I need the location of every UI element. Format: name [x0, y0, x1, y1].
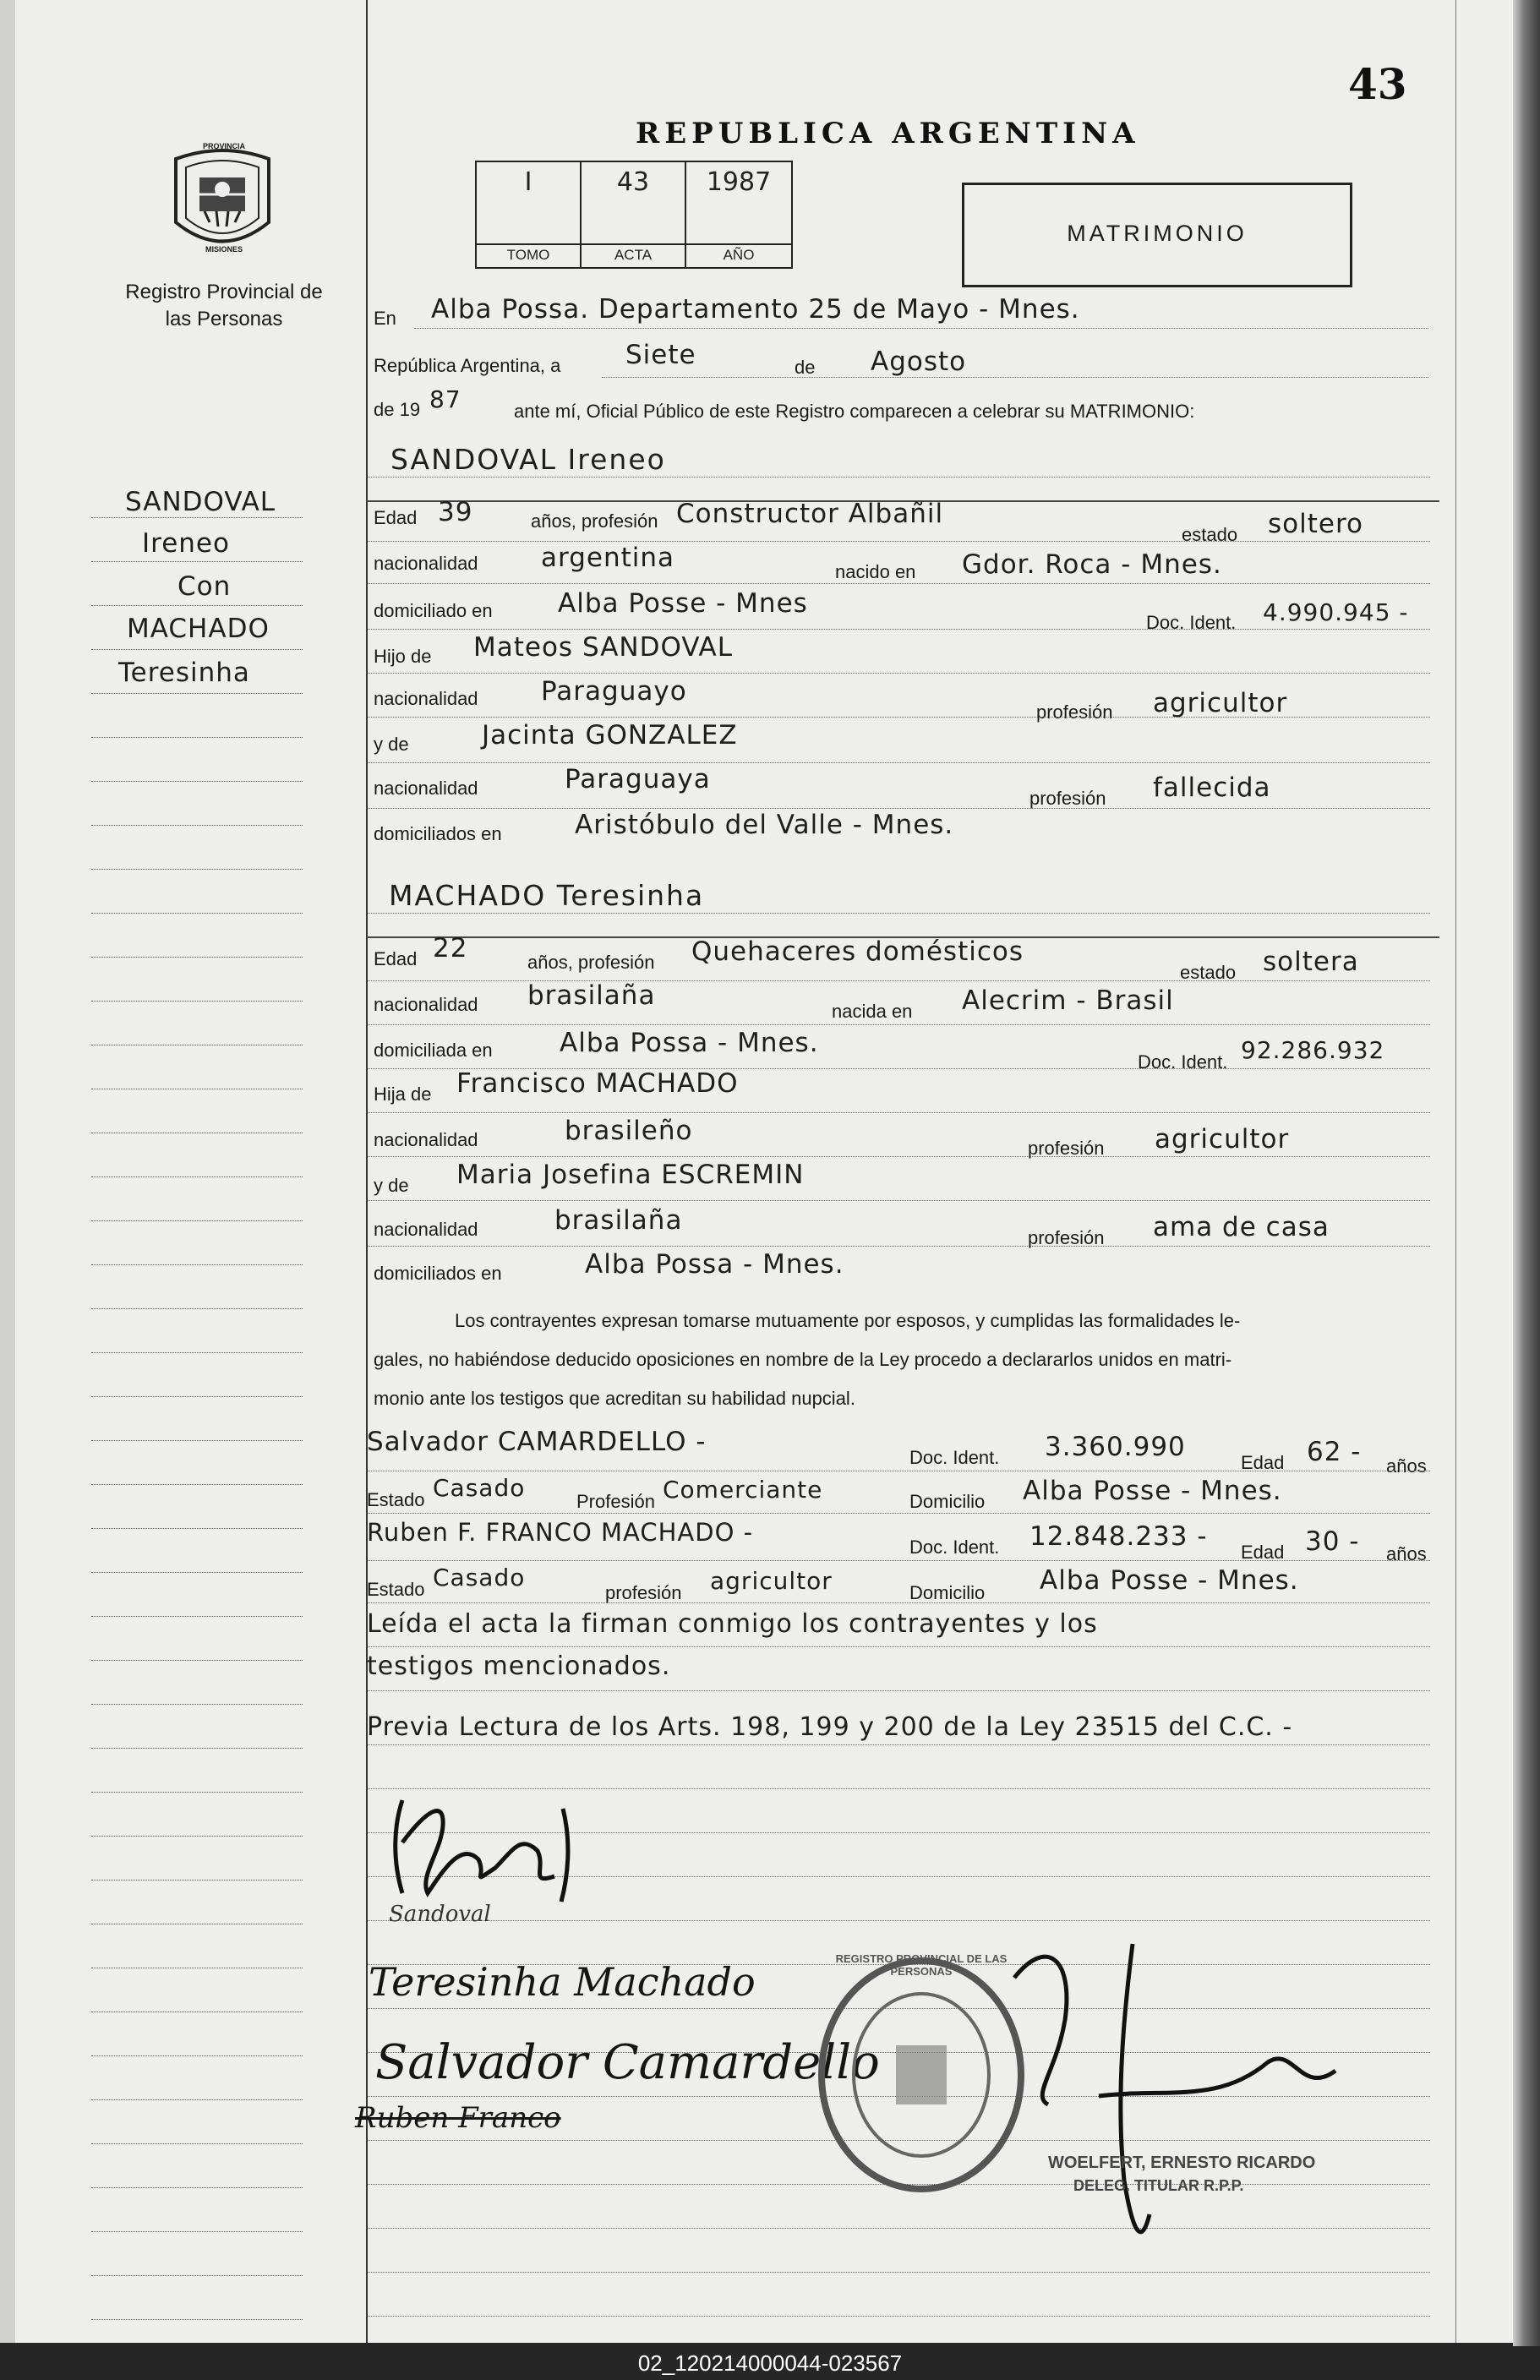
margin-rule — [91, 781, 303, 782]
bride-nac-label: nacionalidad — [374, 994, 478, 1015]
closing-line-2: testigos mencionados. — [367, 1651, 671, 1681]
margin-rule — [91, 2187, 303, 2188]
groom-nacido-label: nacido en — [835, 561, 916, 582]
place-value: Alba Possa. Departamento 25 de Mayo - Mnes. — [431, 294, 1080, 325]
witness-1-doc: 3.360.990 — [1045, 1432, 1186, 1462]
groom-doc-label: Doc. Ident. — [1146, 612, 1237, 633]
right-margin-line — [1455, 0, 1456, 2343]
groom-row5-rule — [368, 717, 1430, 718]
witness-2-profesion-label: profesión — [605, 1582, 682, 1603]
groom-doc: 4.990.945 - — [1263, 598, 1409, 626]
tomo-cell — [477, 162, 582, 267]
witness-1-edad-label: Edad — [1241, 1452, 1285, 1473]
margin-rule — [91, 869, 303, 870]
groom-padre-nacionalidad: Paraguayo — [541, 676, 687, 707]
groom-padre-nac-label: nacionalidad — [374, 688, 478, 709]
bride-padre: Francisco MACHADO — [456, 1068, 739, 1099]
margin-rule — [91, 913, 303, 914]
groom-padre: Mateos SANDOVAL — [473, 632, 734, 663]
margin-rule — [91, 1264, 303, 1265]
groom-row4-rule — [368, 673, 1430, 674]
witness-1-doc-label: Doc. Ident. — [909, 1447, 1000, 1468]
margin-rule — [91, 1792, 303, 1793]
witness-1-profesion-label: Profesión — [576, 1491, 655, 1512]
groom-dom-padres-label: domiciliados en — [374, 823, 502, 844]
groom-padre-profesion: agricultor — [1153, 688, 1288, 718]
provincial-seal — [167, 142, 277, 260]
groom-nacionalidad: argentina — [541, 543, 675, 573]
margin-rule — [91, 1308, 303, 1309]
en-label: En — [374, 308, 396, 329]
margin-rule — [91, 1220, 303, 1221]
bride-estado: soltera — [1263, 947, 1359, 977]
margin-divider — [366, 0, 368, 2343]
margin-rule — [91, 1748, 303, 1749]
declaration-line-1: Los contrayentes expresan tomarse mutuamente por esposos, y cumplidas las formalidades le- — [455, 1310, 1241, 1331]
margin-rule — [91, 2099, 303, 2100]
groom-estado-label: estado — [1182, 524, 1238, 545]
year-prefix: de 19 — [374, 399, 421, 420]
bride-profesion: Quehaceres domésticos — [691, 936, 1024, 967]
margin-rule — [91, 2143, 303, 2144]
margin-rule — [91, 1440, 303, 1441]
groom-nacido-en: Gdor. Roca - Mnes. — [962, 549, 1222, 580]
republica-label: República Argentina, a — [374, 355, 561, 376]
witness-2-profesion: agricultor — [710, 1567, 833, 1595]
bride-domicilio: Alba Possa - Mnes. — [560, 1028, 819, 1058]
bride-doc-label: Doc. Ident. — [1138, 1051, 1228, 1073]
witness-2-estado-label: Estado — [367, 1579, 425, 1600]
country-title: REPUBLICA ARGENTINA — [636, 117, 1140, 150]
groom-madre-profesion: fallecida — [1153, 772, 1271, 803]
bride-name-rule — [368, 913, 1430, 914]
witness-1-domicilio-label: Domicilio — [909, 1491, 986, 1512]
witness-2-name: Ruben F. FRANCO MACHADO - — [367, 1518, 754, 1547]
official-signature-mark — [997, 1927, 1403, 2248]
groom-dom-label: domiciliado en — [374, 600, 493, 621]
margin-rule — [91, 693, 303, 694]
margin-rule — [91, 737, 303, 738]
signature-rule — [368, 1920, 1430, 1921]
bride-domicilio-padres: Alba Possa - Mnes. — [585, 1249, 844, 1280]
margin-rule — [91, 2275, 303, 2276]
groom-madre-nacionalidad: Paraguaya — [565, 764, 711, 794]
signature-rule — [368, 2316, 1430, 2317]
groom-profesion-label: años, profesión — [531, 510, 658, 532]
anio-value: 1987 — [706, 167, 772, 197]
file-id-footer: 02_120214000044-023567 — [637, 2350, 903, 2376]
bride-nacida-en: Alecrim - Brasil — [962, 985, 1174, 1016]
page-edge-shadow — [1513, 0, 1540, 2346]
witness-1-profesion: Comerciante — [663, 1476, 823, 1504]
acta-cell — [582, 162, 686, 267]
page-number: 43 — [1348, 59, 1407, 109]
bride-padre-profesion: agricultor — [1155, 1124, 1290, 1155]
closing-line-3: Previa Lectura de los Arts. 198, 199 y 200 de la Ley 23515 del C.C. - — [367, 1712, 1293, 1742]
place-rule — [414, 328, 1428, 329]
witness-2-doc: 12.848.233 - — [1029, 1521, 1208, 1552]
witness-2-estado: Casado — [433, 1564, 526, 1591]
groom-row1-rule — [368, 541, 1430, 542]
margin-rule — [91, 2231, 303, 2232]
volume-box — [475, 161, 793, 269]
witness-1-edad: 62 - — [1307, 1437, 1362, 1467]
witness-2-anos-label: años — [1386, 1543, 1427, 1564]
bride-padre-nacionalidad: brasileño — [565, 1116, 693, 1146]
margin-rule — [91, 2055, 303, 2056]
groom-signature-text: Sandoval — [389, 1902, 491, 1927]
witness-1-anos-label: años — [1386, 1455, 1427, 1477]
groom-domicilio: Alba Posse - Mnes — [558, 588, 808, 619]
witness-1-domicilio: Alba Posse - Mnes. — [1023, 1476, 1282, 1506]
groom-madre-nac-label: nacionalidad — [374, 778, 478, 799]
groom-name: SANDOVAL Ireneo — [390, 443, 666, 476]
bride-row6-rule — [368, 1200, 1430, 1201]
bride-padre-prof-label: profesión — [1028, 1138, 1105, 1159]
margin-rule — [91, 1176, 303, 1177]
intro-statement: ante mí, Oficial Público de este Registro comparecen a celebrar su MATRIMONIO: — [514, 401, 1195, 422]
signature-rule — [368, 1744, 1430, 1745]
margin-rule — [91, 1836, 303, 1837]
bride-madre-nac-label: nacionalidad — [374, 1219, 478, 1240]
witness-2-signature: Ruben Franco — [355, 2101, 561, 2135]
margin-rule — [91, 1880, 303, 1881]
margin-rule — [91, 605, 303, 606]
witness-2-edad-label: Edad — [1241, 1542, 1285, 1563]
witness-1-estado-label: Estado — [367, 1489, 425, 1510]
bride-signature: Teresinha Machado — [369, 1959, 756, 2005]
closing-rule-1 — [368, 1646, 1430, 1647]
declaration-line-3: monio ante los testigos que acreditan su habilidad nupcial. — [374, 1388, 855, 1409]
day-value: Siete — [625, 340, 696, 370]
signature-rule — [368, 2272, 1430, 2273]
margin-rule — [91, 561, 303, 562]
margin-rule — [91, 1528, 303, 1529]
groom-hijo-label: Hijo de — [374, 646, 432, 667]
margin-rule — [91, 825, 303, 826]
margin-rule — [91, 1484, 303, 1485]
groom-row6-rule — [368, 762, 1430, 763]
bride-hija-label: Hija de — [374, 1084, 432, 1105]
witness-1-signature: Salvador Camardello — [375, 2035, 880, 2090]
bride-profesion-label: años, profesión — [527, 952, 655, 973]
margin-rule — [91, 517, 303, 518]
seal-bottom-text: MISIONES — [205, 245, 243, 254]
witness-1-name: Salvador CAMARDELLO - — [367, 1427, 707, 1457]
witness-2-rule-2 — [368, 1602, 1430, 1603]
groom-estado: soltero — [1268, 509, 1363, 539]
margin-rule — [91, 1572, 303, 1573]
stamp-ring-text: REGISTRO PROVINCIAL DE LAS PERSONAS — [835, 1952, 1008, 1978]
margin-note-line-3: Con — [177, 571, 232, 602]
binding-stripe — [0, 0, 15, 2343]
witness-2-edad: 30 - — [1305, 1526, 1360, 1557]
anio-label: AÑO — [686, 243, 791, 264]
margin-rule — [91, 2319, 303, 2320]
margin-rule — [91, 1396, 303, 1397]
margin-note-line-1: SANDOVAL — [125, 487, 276, 517]
margin-rule — [91, 649, 303, 650]
closing-rule-2 — [368, 1690, 1430, 1691]
bride-madre-prof-label: profesión — [1028, 1227, 1105, 1248]
groom-row3-rule — [368, 629, 1430, 630]
margin-rule — [91, 1616, 303, 1617]
groom-profesion: Constructor Albañil — [676, 499, 944, 529]
groom-nac-label: nacionalidad — [374, 553, 478, 574]
bride-dom-padres-label: domiciliados en — [374, 1263, 502, 1284]
signature-rule — [368, 1788, 1430, 1789]
groom-padre-prof-label: profesión — [1036, 701, 1113, 723]
bride-nacionalidad: brasilaña — [527, 980, 656, 1011]
witness-2-domicilio: Alba Posse - Mnes. — [1040, 1565, 1299, 1596]
official-name: WOELFERT, ERNESTO RICARDO — [1048, 2153, 1316, 2172]
bride-dom-label: domiciliada en — [374, 1040, 493, 1061]
margin-rule — [91, 1660, 303, 1661]
de-label: de — [795, 357, 816, 378]
document-type: MATRIMONIO — [1067, 221, 1248, 246]
tomo-label: TOMO — [477, 243, 580, 264]
anio-cell — [686, 162, 791, 267]
witness-2-domicilio-label: Domicilio — [909, 1582, 986, 1603]
bride-padre-nac-label: nacionalidad — [374, 1129, 478, 1150]
acta-value: 43 — [616, 167, 650, 197]
groom-edad-label: Edad — [374, 507, 418, 528]
tomo-value: I — [524, 167, 532, 197]
witness-2-rule — [368, 1560, 1430, 1561]
witness-1-rule-2 — [368, 1513, 1430, 1514]
bride-estado-label: estado — [1180, 962, 1237, 983]
margin-note-line-5: Teresinha — [118, 658, 250, 688]
groom-madre-prof-label: profesión — [1029, 788, 1106, 809]
bride-nacida-label: nacida en — [832, 1001, 913, 1022]
witness-2-doc-label: Doc. Ident. — [909, 1537, 1000, 1558]
closing-line-1: Leída el acta la firman conmigo los contrayentes y los — [367, 1609, 1098, 1639]
bride-row4-rule — [368, 1112, 1430, 1113]
margin-rule — [91, 1001, 303, 1002]
margin-rule — [91, 1704, 303, 1705]
year-suffix: 87 — [429, 385, 461, 413]
groom-yde-label: y de — [374, 734, 409, 755]
bride-edad: 22 — [433, 933, 468, 963]
groom-row2-rule — [368, 583, 1430, 584]
groom-madre: Jacinta GONZALEZ — [482, 720, 738, 751]
matrimonio-box — [962, 183, 1352, 287]
bride-row2-rule — [368, 1024, 1430, 1025]
bride-row5-rule — [368, 1156, 1430, 1157]
seal-top-text: PROVINCIA — [202, 142, 245, 150]
witness-1-estado: Casado — [433, 1474, 526, 1502]
groom-name-rule — [368, 477, 1430, 478]
month-value: Agosto — [871, 347, 967, 377]
acta-label: ACTA — [582, 243, 685, 264]
bride-madre: Maria Josefina ESCREMIN — [456, 1160, 805, 1190]
bride-yde-label: y de — [374, 1175, 409, 1196]
date-rule — [602, 377, 1428, 378]
bride-madre-profesion: ama de casa — [1153, 1212, 1330, 1242]
bride-madre-nacionalidad: brasilaña — [554, 1205, 683, 1236]
margin-rule — [91, 957, 303, 958]
groom-domicilio-padres: Aristóbulo del Valle - Mnes. — [575, 810, 954, 840]
groom-row7-rule — [368, 808, 1430, 809]
bride-doc: 92.286.932 — [1241, 1036, 1385, 1064]
bride-name: MACHADO Teresinha — [389, 879, 705, 912]
groom-signature-mark — [369, 1792, 639, 1910]
margin-note-line-2: Ireneo — [142, 528, 230, 559]
registry-name: Registro Provincial de las Personas — [125, 281, 323, 330]
official-title: DELEG. TITULAR R.P.P. — [1073, 2177, 1244, 2194]
margin-rule — [91, 1352, 303, 1353]
bride-edad-label: Edad — [374, 948, 418, 969]
bride-row7-rule — [368, 1246, 1430, 1247]
margin-note-line-4: MACHADO — [127, 614, 270, 644]
declaration-line-2: gales, no habiéndose deducido oposiciones en nombre de la Ley procedo a declararlos unidos en matri- — [374, 1349, 1232, 1370]
groom-edad: 39 — [438, 497, 473, 527]
